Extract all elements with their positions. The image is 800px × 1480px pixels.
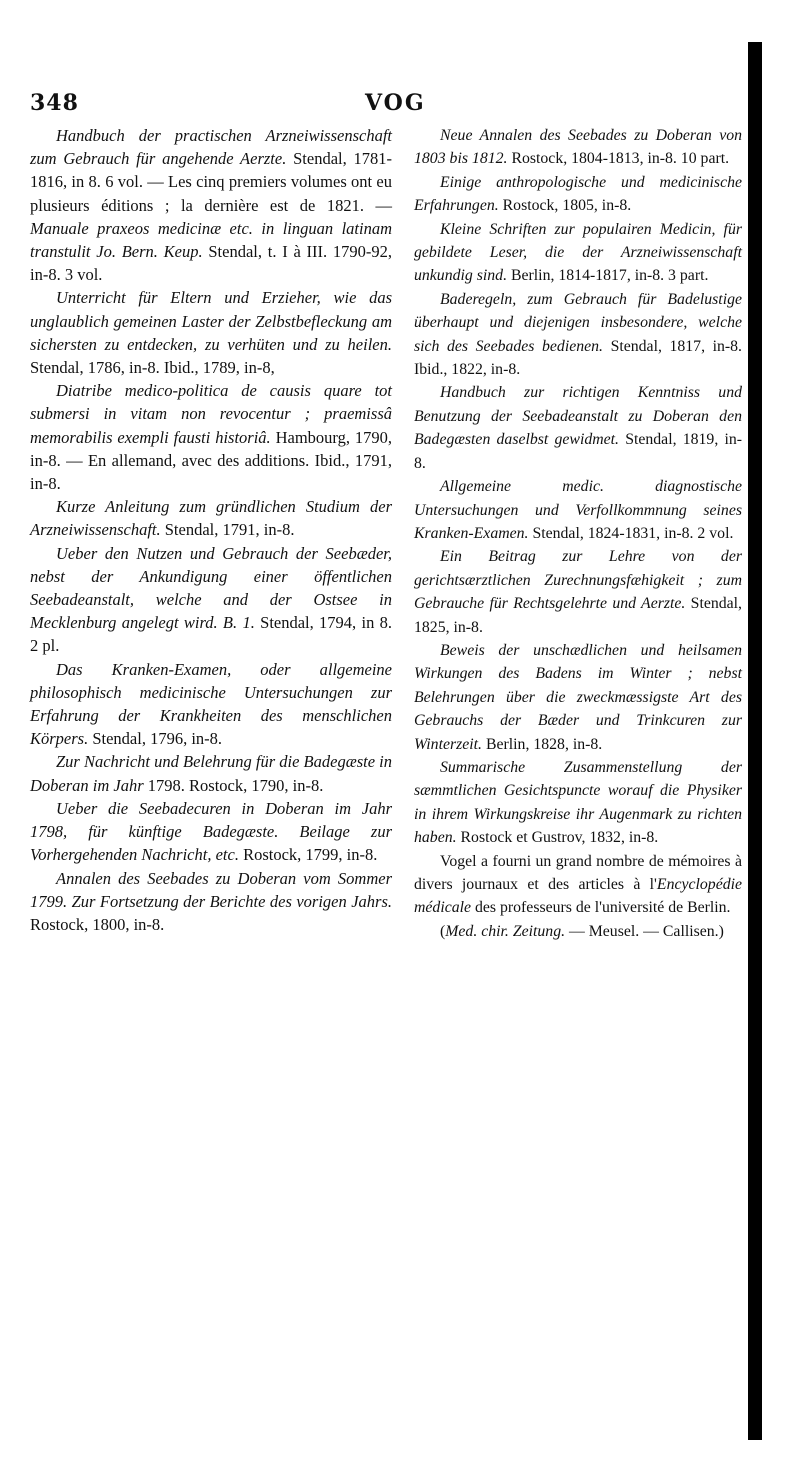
left-column (30, 124, 392, 936)
entry-imprint: Stendal, 1781-1816, in 8. 6 vol. — Les cinq premiers volumes ont eu plusieurs éditions ; la dernière est de 1821. — (30, 149, 392, 215)
entry-imprint: Rostock, 1799, in-8. (243, 845, 378, 865)
bibliography-entry (414, 381, 742, 475)
bibliography-entry (30, 658, 392, 751)
citation-sources: — Meusel. — Callisen.) (569, 922, 724, 940)
bibliography-entry (414, 545, 742, 639)
entry-title: Ueber die Seebadecuren in Doberan im Jahr 1798, für künftige Badegæste. Beilage zur Vorhergehenden Nachricht, etc. (30, 798, 392, 865)
entry-imprint: Berlin, 1814-1817, in-8. 3 part. (510, 267, 709, 285)
entry-imprint: Hambourg, 1790, in-8. — En allemand, avec des additions. Ibid., 1791, in-8. (30, 427, 393, 494)
bibliography-entry (30, 797, 392, 867)
entry-imprint: Berlin, 1828, in-8. (485, 735, 603, 753)
bibliography-entry (414, 124, 742, 171)
entry-title: Handbuch zur richtigen Kenntniss und Benutzung der Seebadeanstalt zu Doberan den Badegæsten daselbst gewidmet. (414, 384, 742, 449)
entry-title: Einige anthropologische und medicinische Erfahrungen. (414, 173, 742, 215)
citation-open: ( (440, 922, 446, 940)
entry-imprint: Stendal, 1817, in-8. Ibid., 1822, in-8. (414, 337, 743, 379)
bibliography-entry (414, 171, 742, 218)
entry-imprint: Rostock, 1804-1813, in-8. 10 part. (511, 150, 730, 168)
bibliography-entry (30, 379, 392, 495)
entry-imprint-secondary: Stendal, t. I à III. 1790-92, in-8. 3 vol. (30, 242, 392, 285)
bibliography-entry (414, 218, 742, 288)
entry-title: Handbuch der practischen Arzneiwissenschaft zum Gebrauch für angehende Aerzte. (30, 126, 392, 169)
note-work-title: Encyclopédie médicale (414, 876, 742, 917)
bibliography-entry (414, 288, 742, 382)
entry-imprint: Stendal, 1819, in-8. (414, 431, 743, 472)
entry-imprint: Stendal, 1796, in-8. (92, 729, 223, 749)
page-edge-shadow (748, 42, 762, 1440)
entry-imprint: Rostock et Gustrov, 1832, in-8. (460, 829, 659, 847)
entry-imprint: Stendal, 1794, in 8. 2 pl. (30, 613, 393, 656)
bibliography-entry (30, 542, 392, 658)
entry-title: Diatribe medico-politica de causis quare tot submersi in vitam non revocentur ; praemissâ memorabilis exempli fausti historiâ. (30, 381, 392, 447)
bibliography-entry (30, 750, 392, 796)
entry-title: Ein Beitrag zur Lehre von der gerichtsærztlichen Zurechnungsfæhigkeit ; zum Gebrauche für Rechtsgelehrte und Aerzte. (414, 548, 742, 613)
entry-title: Ueber den Nutzen und Gebrauch der Seebæder, nebst der Ankundigung einer öffentlichen Seebadeanstalt, welche and der Ostsee in Mecklenburg angelegt wird. B. 1. (30, 543, 392, 633)
entry-imprint: 1798. Rostock, 1790, in-8. (147, 775, 324, 795)
page-number: 348 (30, 90, 79, 116)
bibliography-entry (414, 756, 742, 850)
entry-title: Summarische Zusammenstellung der sæmmtlichen Gesichtspuncte worauf die Physiker in ihrem Wirkungskreise ihr Augenmark zu richten haben. (414, 758, 742, 847)
entry-imprint: Stendal, 1824-1831, in-8. 2 vol. (532, 524, 734, 542)
entry-imprint: Rostock, 1800, in-8. (30, 914, 165, 934)
entry-title: Unterricht für Eltern und Erzieher, wie das unglaublich gemeinen Laster der Zelbstbefleckung am sichersten zu entdecken, zu verhüten und zu heilen. (30, 288, 392, 354)
bibliography-entry (30, 495, 392, 541)
entry-title: Beweis der unschædlichen und heilsamen Wirkungen des Badens im Winter ; nebst Belehrungen über die zweckmæssigste Art des Gebrauchs der Bæder und Trinkcuren zur Winterzeit. (414, 641, 742, 753)
note-text-continued: des professeurs de l'université de Berlin. (474, 899, 731, 917)
note-text: Vogel a fourni un grand nombre de mémoires à divers journaux et des articles à l' (414, 852, 742, 893)
right-column (414, 124, 742, 943)
running-head: VOG (365, 90, 426, 116)
entry-title: Annalen des Seebades zu Doberan vom Sommer 1799. Zur Fortsetzung der Berichte des vorigen Jahrs. (30, 868, 392, 911)
bibliography-entry (414, 639, 742, 756)
entry-imprint: Stendal, 1786, in-8. Ibid., 1789, in-8, (30, 358, 275, 378)
biographical-note (414, 850, 742, 920)
entry-imprint: Rostock, 1805, in-8. (502, 197, 632, 215)
entry-title: Allgemeine medic. diagnostische Untersuchungen und Verfollkommnung seines Kranken-Examen. (414, 478, 742, 542)
entry-title: Kleine Schriften zur populairen Medicin, für gebildete Leser, die der Arzneiwissenschaft unkundig sind. (414, 220, 742, 285)
entry-title: Kurze Anleitung zum gründlichen Studium der Arzneiwissenschaft. (30, 497, 392, 540)
bibliography-entry (30, 867, 392, 937)
entry-title: Das Kranken-Examen, oder allgemeine philosophisch medicinische Untersuchungen zur Erfahrung der Krankheiten des menschlichen Körpers. (30, 659, 392, 749)
source-citation (414, 920, 742, 943)
entry-title: Baderegeln, zum Gebrauch für Badelustige überhaupt und diejenigen insbesondere, welche sich des Seebades bedienen. (414, 290, 742, 355)
bibliography-entry (414, 475, 742, 545)
citation-source-title: Med. chir. Zeitung. (445, 922, 566, 940)
entry-title: Zur Nachricht und Belehrung für die Badegæste in Doberan im Jahr (30, 752, 392, 795)
entry-imprint: Stendal, 1825, in-8. (414, 595, 742, 636)
entry-title-secondary: Manuale praxeos medicinæ etc. in linguan latinam transtulit Jo. Bern. Keup. (30, 218, 392, 262)
bibliography-entry (30, 286, 392, 379)
entry-title: Neue Annalen des Seebades zu Doberan von 1803 bis 1812. (414, 127, 742, 168)
entry-imprint: Stendal, 1791, in-8. (164, 520, 295, 540)
bibliography-entry (30, 124, 392, 286)
